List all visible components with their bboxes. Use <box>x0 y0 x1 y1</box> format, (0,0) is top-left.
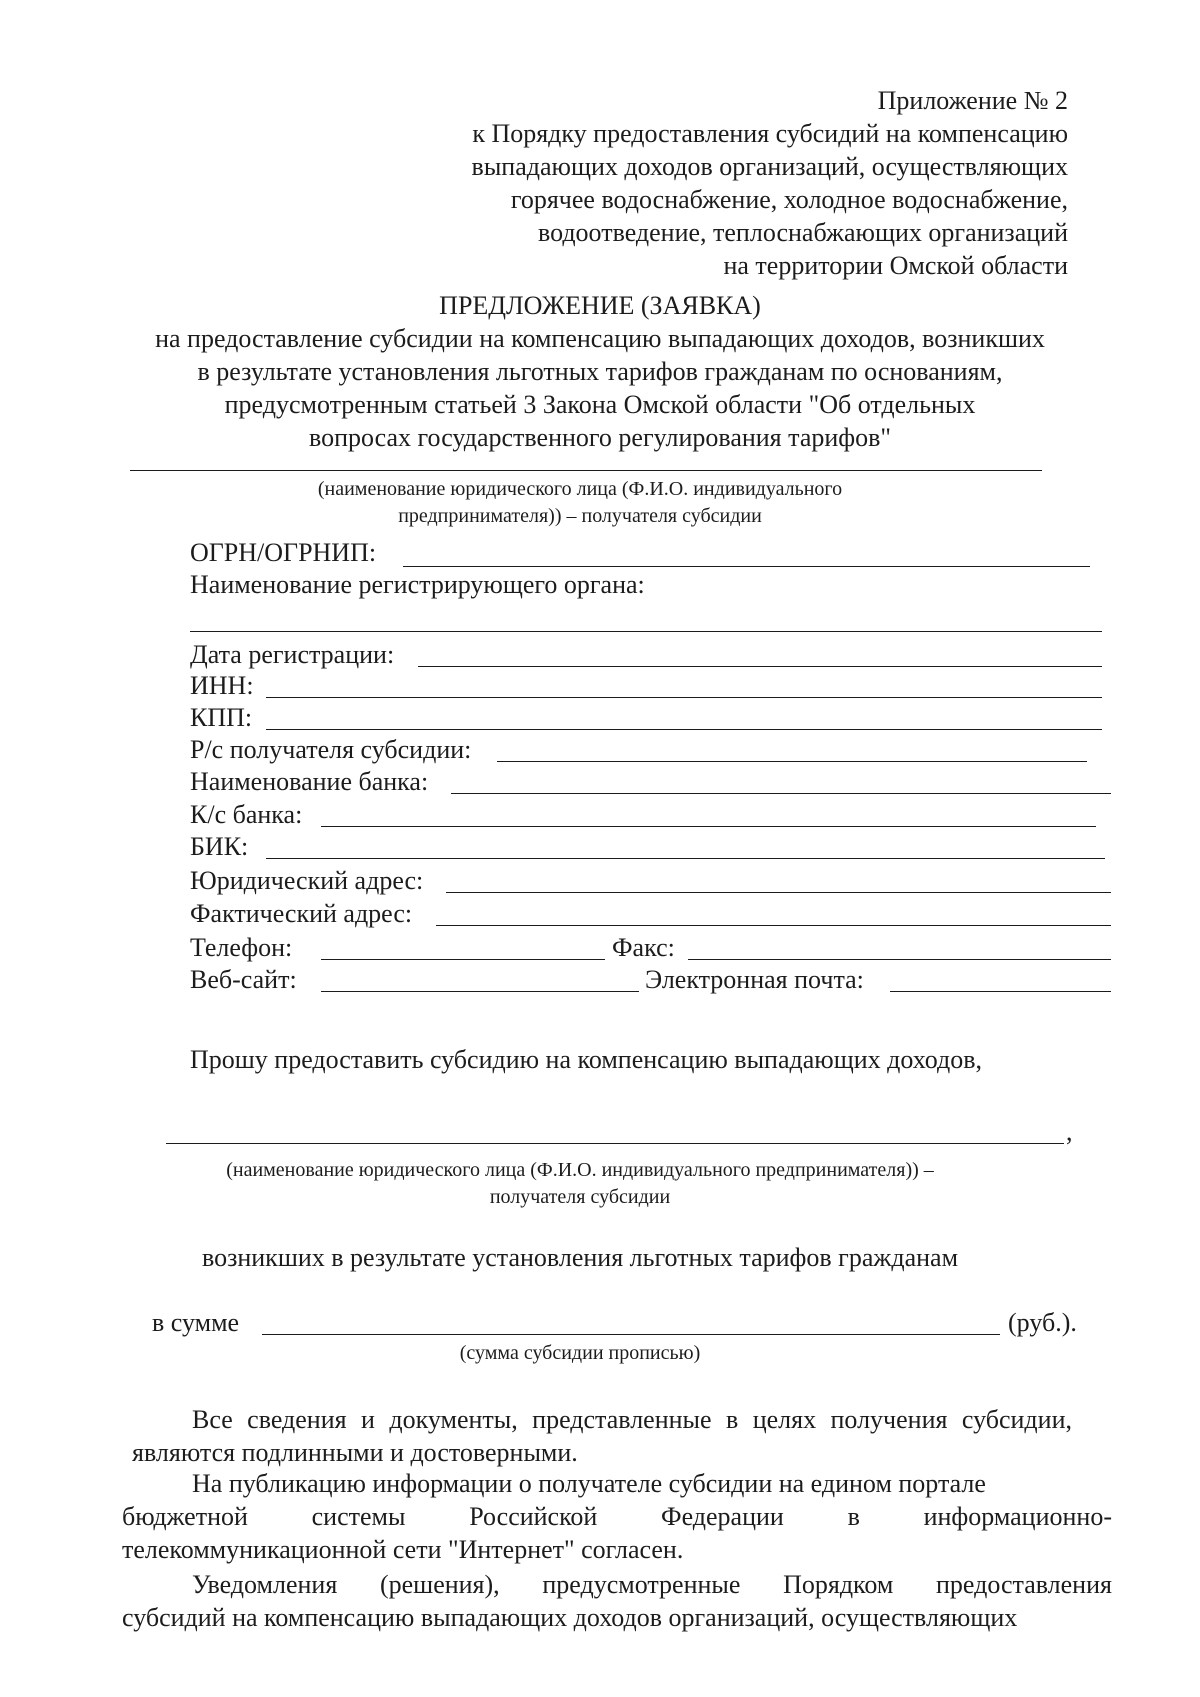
document-title: ПРЕДЛОЖЕНИЕ (ЗАЯВКА) <box>439 291 761 320</box>
request-hint: получателя субсидии <box>489 1186 671 1208</box>
word: Порядком <box>783 1570 894 1599</box>
word: в <box>847 1502 860 1531</box>
ogrn-label: ОГРН/ОГРНИП: <box>190 538 377 567</box>
word: системы <box>311 1502 406 1531</box>
account-label: Р/с получателя субсидии: <box>190 735 472 764</box>
website-label: Веб-сайт: <box>190 965 297 994</box>
request-intro: Прошу предоставить субсидию на компенсацию выпадающих доходов, <box>190 1045 982 1074</box>
bik-label: БИК: <box>190 832 249 861</box>
word: предоставления <box>935 1570 1112 1599</box>
title-line: в результате установления льготных тарифов гражданам по основаниям, <box>197 357 1003 386</box>
declaration-publication: На публикацию информации о получателе субсидии на едином портале <box>192 1469 986 1498</box>
phone-label: Телефон: <box>190 933 293 962</box>
declaration-notifications-line: субсидий на компенсацию выпадающих доходов организаций, осуществляющих <box>122 1603 1018 1632</box>
email-field[interactable] <box>890 991 1111 992</box>
amount-field[interactable] <box>262 1334 1000 1335</box>
word: Уведомления <box>192 1570 338 1599</box>
amount-unit: (руб.). <box>1008 1308 1077 1337</box>
word: Российской <box>469 1502 598 1531</box>
word: (решения), <box>379 1570 500 1599</box>
appendix-line: к Порядку предоставления субсидий на компенсацию <box>472 119 1068 148</box>
word: предусмотренные <box>542 1570 741 1599</box>
appendix-line: горячее водоснабжение, холодное водоснабжение, <box>510 185 1068 214</box>
title-line: на предоставление субсидии на компенсацию выпадающих доходов, возникших <box>155 324 1045 353</box>
ogrn-field[interactable] <box>403 566 1090 567</box>
reg-authority-field[interactable] <box>190 631 1102 632</box>
word: Федерации <box>661 1502 784 1531</box>
word: бюджетной <box>122 1502 248 1531</box>
declaration-notifications <box>192 1570 1112 1600</box>
bank-name-label: Наименование банка: <box>190 767 429 796</box>
applicant-name-line[interactable] <box>130 470 1042 471</box>
inn-label: ИНН: <box>190 671 254 700</box>
declaration-publication-end: телекоммуникационной сети "Интернет" согласен. <box>122 1535 684 1564</box>
amount-hint: (сумма субсидии прописью) <box>459 1342 701 1364</box>
actual-address-field[interactable] <box>436 925 1111 926</box>
corr-account-field[interactable] <box>321 826 1096 827</box>
appendix-line: на территории Омской области <box>723 251 1068 280</box>
title-line: предусмотренным статьей 3 Закона Омской области "Об отдельных <box>224 390 976 419</box>
email-label: Электронная почта: <box>645 965 864 994</box>
kpp-label: КПП: <box>190 703 253 732</box>
word: информационно- <box>923 1502 1112 1531</box>
reg-date-field[interactable] <box>418 666 1102 667</box>
declaration-publication-line <box>122 1502 1112 1532</box>
corr-account-label: К/с банка: <box>190 800 303 829</box>
reg-date-label: Дата регистрации: <box>190 640 395 669</box>
reg-authority-label: Наименование регистрирующего органа: <box>190 570 645 599</box>
inn-field[interactable] <box>266 697 1102 698</box>
kpp-field[interactable] <box>266 729 1102 730</box>
legal-address-label: Юридический адрес: <box>190 866 424 895</box>
legal-address-field[interactable] <box>446 892 1111 893</box>
website-field[interactable] <box>321 991 639 992</box>
applicant-hint: (наименование юридического лица (Ф.И.О. индивидуального <box>317 478 843 500</box>
request-applicant-field[interactable] <box>166 1143 1064 1144</box>
amount-label: в сумме <box>152 1308 240 1337</box>
appendix-line: выпадающих доходов организаций, осуществляющих <box>471 152 1068 181</box>
bank-name-field[interactable] <box>451 793 1111 794</box>
request-comma: , <box>1066 1117 1073 1146</box>
title-line: вопросах государственного регулирования тарифов" <box>308 423 892 452</box>
request-hint: (наименование юридического лица (Ф.И.О. индивидуального предпринимателя)) – <box>226 1159 934 1181</box>
actual-address-label: Фактический адрес: <box>190 899 413 928</box>
fax-field[interactable] <box>688 959 1111 960</box>
bik-field[interactable] <box>266 858 1105 859</box>
fax-label: Факс: <box>612 933 675 962</box>
declaration-authenticity: Все сведения и документы, представленные в целях получения субсидии, являются подлинными и достоверными. <box>132 1405 1072 1467</box>
applicant-hint: предпринимателя)) – получателя субсидии <box>398 505 762 527</box>
appendix-line: водоотведение, теплоснабжающих организаций <box>537 218 1068 247</box>
request-arising: возникших в результате установления льготных тарифов гражданам <box>201 1243 959 1272</box>
account-field[interactable] <box>497 761 1087 762</box>
phone-field[interactable] <box>321 959 605 960</box>
appendix-number: Приложение № 2 <box>877 86 1068 115</box>
